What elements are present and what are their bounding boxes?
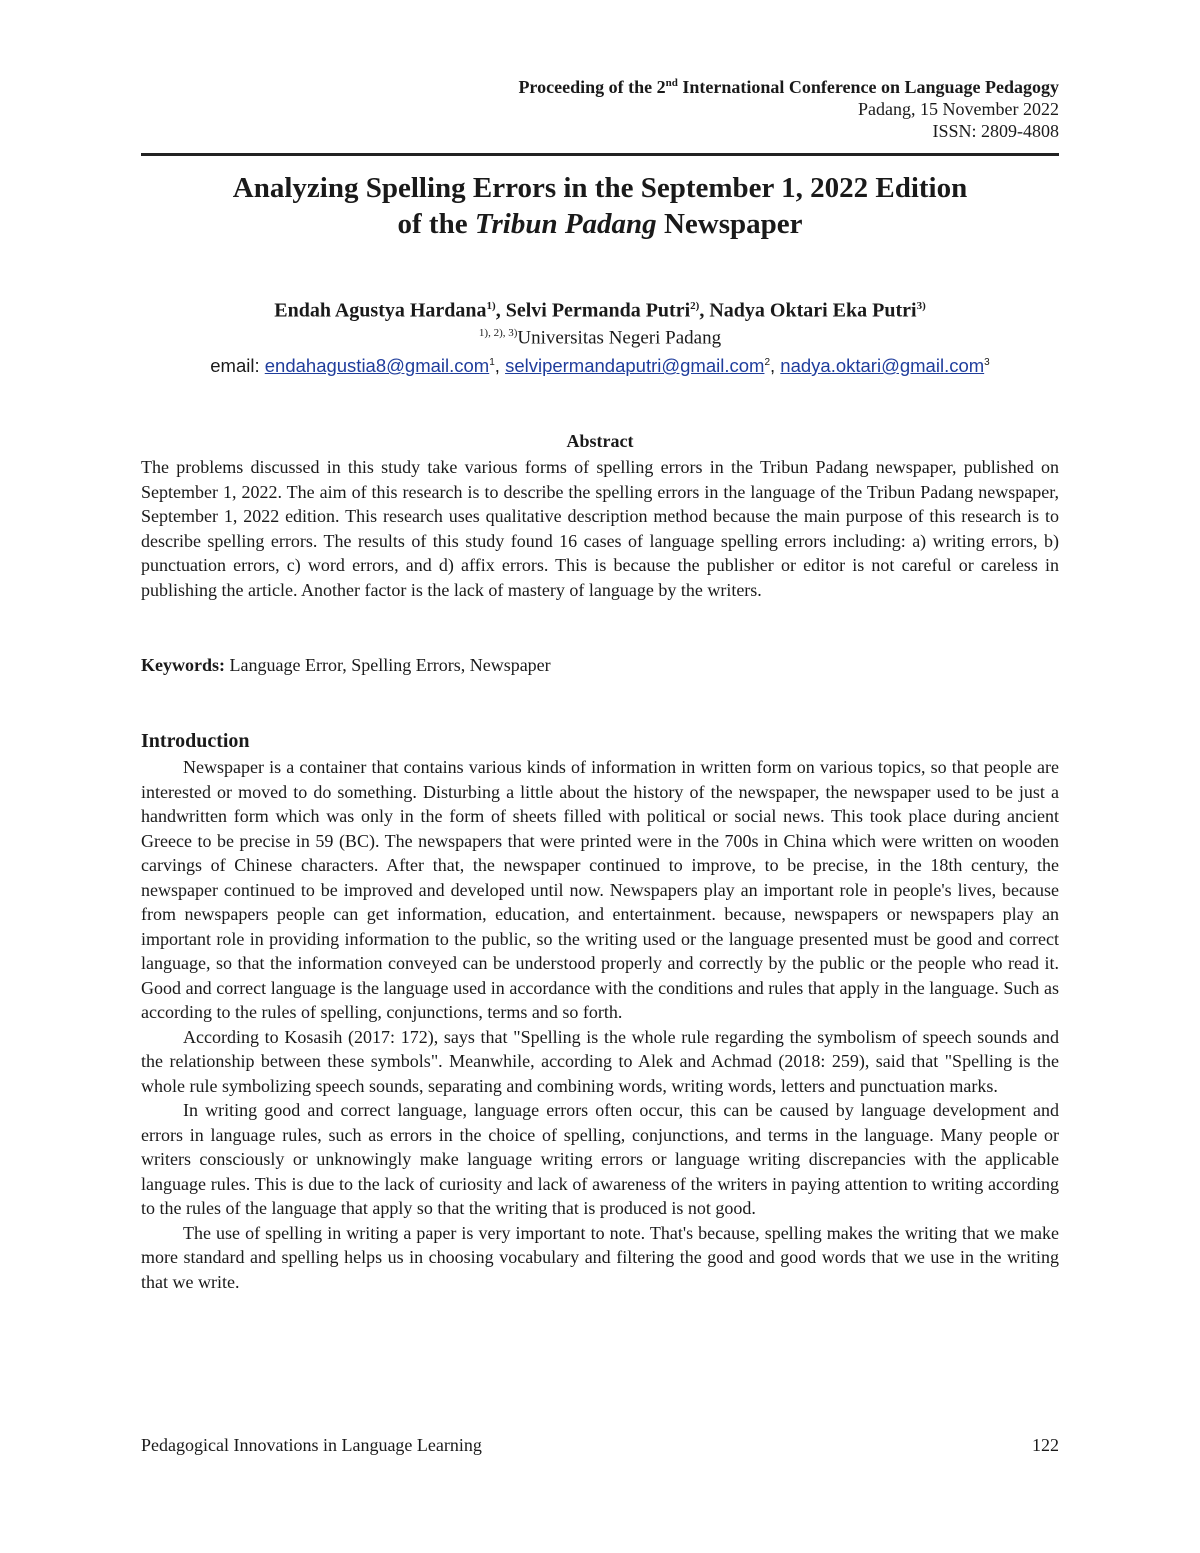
email-link[interactable]: selvipermandaputri@gmail.com: [505, 355, 765, 377]
header-divider: [141, 153, 1059, 156]
author-name: Nadya Oktari Eka Putri: [709, 299, 917, 322]
paragraph: The use of spelling in writing a paper is very important to note. That's because, spelling makes the writing that we make more standard and spelling helps us in choosing vocabulary and filtering the good and good words that we use in the writing that we write.: [141, 1222, 1059, 1292]
conference-name: Proceeding of the 2nd International Conference on Language Pedagogy: [518, 77, 1059, 97]
email-link[interactable]: nadya.oktari@gmail.com: [780, 355, 985, 377]
email-line: email: endahagustia8@gmail.com$^1$, selvipermandaputri@gmail.com$^2$, nadya.oktari@gmail.com$^3$: [210, 355, 990, 377]
author-name: Selvi Permanda Putri: [505, 299, 691, 322]
abstract-heading: Abstract: [566, 431, 634, 451]
running-footer: Pedagogical Innovations in Language Learning: [141, 1435, 482, 1455]
issn: ISSN: 2809-4808: [932, 121, 1059, 141]
author-list: Endah Agustya Hardana$^{1)}$, Selvi Permanda Putri$^{2)}$, Nadya Oktari Eka Putri$^{3)}$: [274, 299, 926, 322]
email-link[interactable]: endahagustia8@gmail.com: [264, 355, 490, 377]
newspaper-name: Tribun Padang: [474, 208, 657, 240]
section-heading-introduction: Introduction: [141, 730, 250, 752]
author-name: Endah Agustya Hardana: [274, 299, 487, 322]
introduction-body: [141, 755, 1059, 1294]
title-line-1: Analyzing Spelling Errors in the September 1, 2022 Edition: [232, 172, 968, 204]
paragraph: According to Kosasih (2017: 172), says that "Spelling is the whole rule regarding the symbolism of speech sounds and the relationship between these symbols". Meanwhile, according to Alek and Achmad (2018: 259), said that "Spelling is the whole rule symbolizing speech sounds, separating and combining words, writing words, letters and punctuation marks.: [141, 1026, 1059, 1096]
keywords-label: Keywords:: [141, 655, 225, 675]
paragraph: Newspaper is a container that contains various kinds of information in written form on various topics, so that people are interested or moved to do something. Disturbing a little about the history of the newspaper, the newspaper used to be just a handwritten form which was only in the form of sheets filled with political or social news. This took place during ancient Greece to be precise in 59 (BC). The newspapers that were printed were in the 700s in China which were written on wooden carvings of Chinese characters. After that, the newspaper continued to improve, to be precise, in the 18th century, the newspaper continued to be improved and developed until now. Newspapers play an important role in people's lives, because from newspapers people can get information, education, and entertainment. because, newspapers or newspapers play an important role in providing information to the public, so the writing used or the language presented must be good and correct language, so that the information conveyed can be understood properly and correctly by the public or the people who read it. Good and correct language is the language used in accordance with the conditions and rules that apply in the language. Such as according to the rules of spelling, conjunctions, terms and so forth.: [141, 757, 1059, 1022]
affiliation: $^{1), 2), 3)}$Universitas Negeri Padang: [478, 327, 722, 349]
abstract-text: The problems discussed in this study take various forms of spelling errors in the Tribun Padang newspaper, published on September 1, 2022. The aim of this research is to describe the spelling errors in the language of the Tribun Padang newspaper, September 1, 2022 edition. This research uses qualitative description method because the main purpose of this research is to describe spelling errors. The results of this study found 16 cases of language spelling errors including: a) writing errors, b) punctuation errors, c) word errors, and d) affix errors. This is because the publisher or editor is not careful or careless in publishing the article. Another factor is the lack of mastery of language by the writers.: [141, 457, 1059, 600]
keywords: [141, 653, 1059, 677]
paper-title: [141, 170, 1059, 242]
running-header: [518, 72, 1059, 142]
paragraph: In writing good and correct language, language errors often occur, this can be caused by language development and errors in language rules, such as errors in the choice of spelling, conjunctions, and terms in the language. Many people or writers consciously or unknowingly make language writing errors or language writing discrepancies with the applicable language rules. This is due to the lack of curiosity and lack of awareness of the writers in paying attention to writing according to the rules of the language that apply so that the writing that is produced is not good.: [141, 1100, 1059, 1218]
keywords-value: Language Error, Spelling Errors, Newspaper: [225, 655, 551, 675]
title-line-2: of the Tribun Padang Newspaper: [397, 208, 803, 240]
conference-location-date: Padang, 15 November 2022: [858, 99, 1059, 119]
page-number: 122: [1032, 1435, 1059, 1455]
